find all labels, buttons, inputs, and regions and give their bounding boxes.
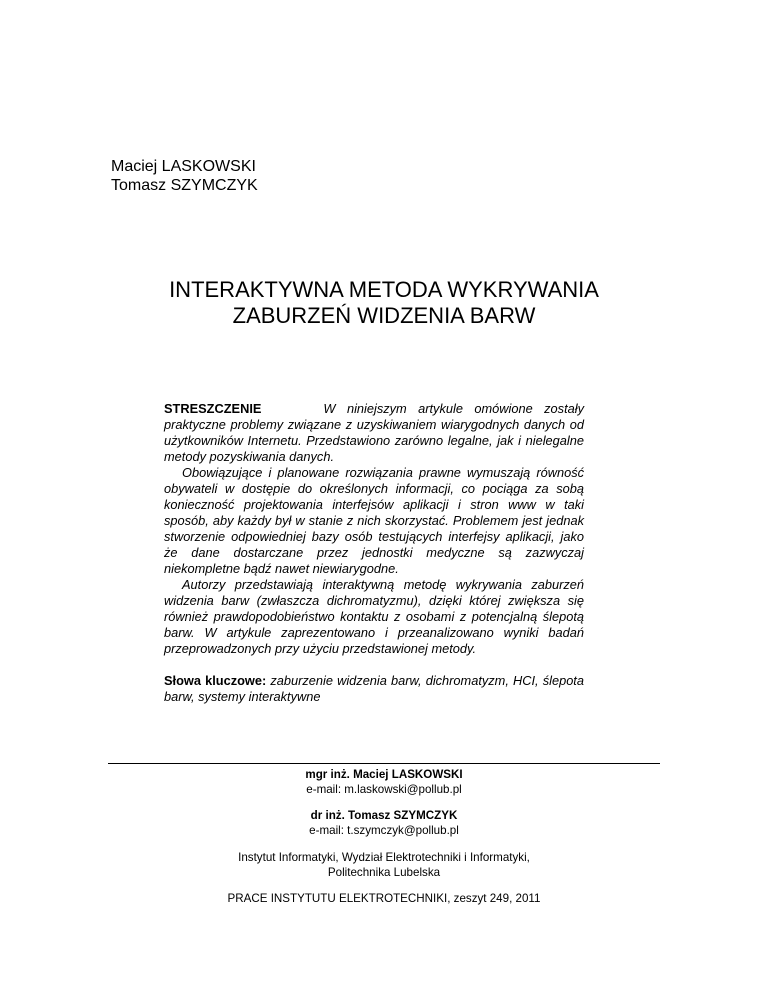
abstract-paragraph-3: Autorzy przedstawiają interaktywną metodę wykrywania zaburzeń widzenia barw (zwłaszcza dichromatyzmu), dzięki której zwiększa się również prawdopodobieństwo kontaktu z osobami z potencjalną ślepotą barw. W artykule zaprezentowano i przeanalizowano wyniki badań przeprowadzonych przy użyciu przedstawionej metody. [164, 577, 584, 656]
footnote-author-2-email: e-mail: t.szymczyk@pollub.pl [309, 824, 459, 837]
abstract [164, 401, 584, 657]
paper-title-line-1: INTERAKTYWNA METODA WYKRYWANIA [169, 277, 599, 302]
footnote-author-1-email: e-mail: m.laskowski@pollub.pl [306, 783, 462, 796]
author-name-2: Tomasz SZYMCZYK [111, 177, 258, 194]
footnote-affiliation-line-2: Politechnika Lubelska [327, 866, 441, 879]
footnote-author-1-name: mgr inż. Maciej LASKOWSKI [305, 768, 463, 781]
paper-title-line-2: ZABURZEŃ WIDZENIA BARW [232, 303, 536, 328]
abstract-paragraph-1-text: W niniejszym artykule omówione zostały praktyczne problemy związane z uzyskiwaniem wiarygodnych danych od użytkowników Internetu. Przedstawiono zarówno legalne, jak i nielegalne metody pozyskiwania danych. [164, 401, 584, 464]
abstract-heading: STRESZCZENIE [164, 401, 262, 416]
keywords [164, 673, 584, 705]
footnote-divider [108, 763, 660, 764]
footnote-author-2-name: dr inż. Tomasz SZYMCZYK [310, 809, 458, 822]
abstract-paragraph-1 [164, 401, 584, 465]
author-name-1: Maciej LASKOWSKI [111, 158, 256, 175]
keywords-label: Słowa kluczowe: [164, 673, 267, 688]
abstract-paragraph-2: Obowiązujące i planowane rozwiązania prawne wymuszają równość obywateli w dostępie do określonych informacji, co pociąga za sobą konieczność projektowania interfejsów aplikacji i stron www w taki sposób, aby każdy był w stanie z nich skorzystać. Problemem jest jednak stworzenie odpowiedniej bazy osób testujących interfejsy aplikacji, jako że dane dostarczane przez jednostki medyczne są zazwyczaj niekompletne bądź nawet niewiarygodne. [164, 465, 584, 576]
keywords-text: zaburzenie widzenia barw, dichromatyzm, HCI, ślepota barw, systemy interaktywne [164, 673, 584, 704]
journal-citation: PRACE INSTYTUTU ELEKTROTECHNIKI, zeszyt 249, 2011 [227, 892, 541, 905]
footnote-affiliation-line-1: Instytut Informatyki, Wydział Elektrotechniki i Informatyki, [238, 851, 530, 864]
